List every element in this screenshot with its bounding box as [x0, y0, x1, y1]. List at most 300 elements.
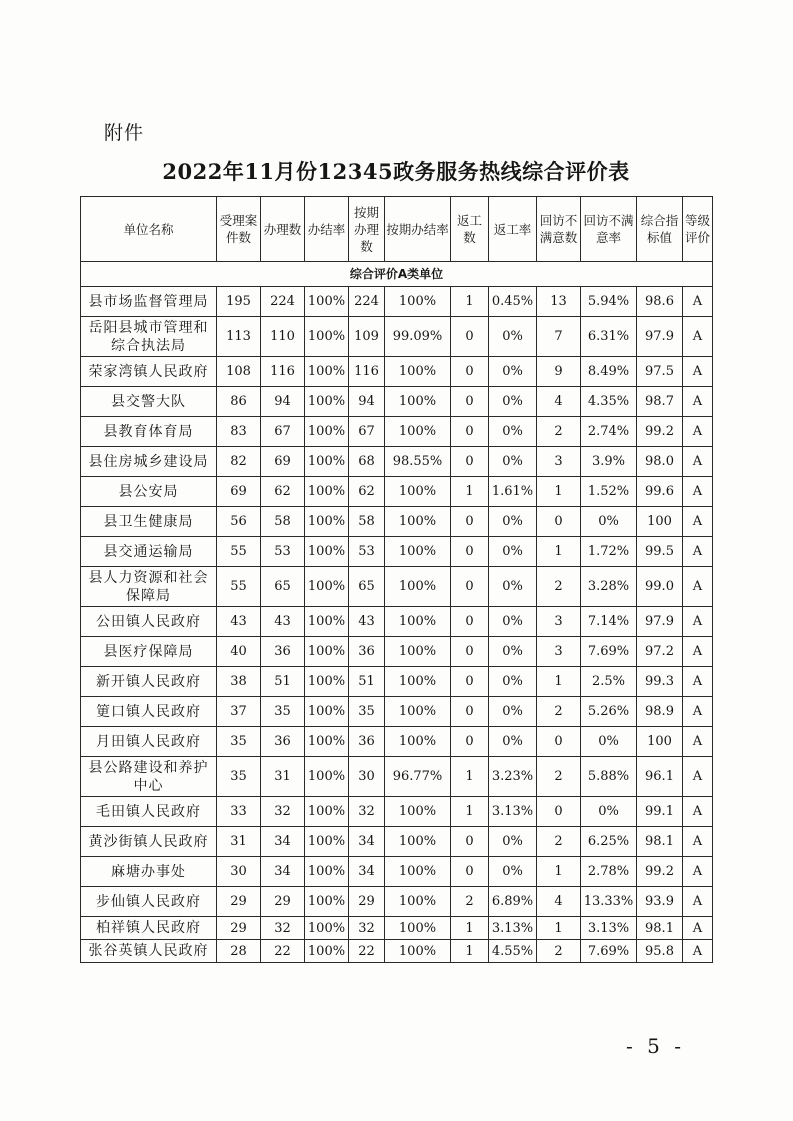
- document-title: 2022年11月份12345政务服务热线综合评价表: [162, 159, 630, 184]
- cell-completion-rate: 100%: [305, 447, 349, 477]
- header-row: [81, 197, 713, 262]
- header-accepted: 受理案件数: [217, 197, 261, 262]
- cell-unsatisfied: 0: [537, 797, 581, 827]
- cell-score: 98.1: [637, 917, 683, 940]
- cell-accepted: 35: [217, 757, 261, 797]
- cell-handled: 22: [261, 940, 305, 963]
- cell-unsatisfied-rate: 5.94%: [581, 287, 637, 317]
- cell-accepted: 30: [217, 857, 261, 887]
- cell-score: 99.5: [637, 537, 683, 567]
- cell-unsatisfied: 1: [537, 667, 581, 697]
- cell-rework-rate: 3.13%: [489, 797, 537, 827]
- section-row: [81, 262, 713, 287]
- cell-completion-rate: 100%: [305, 917, 349, 940]
- cell-unsatisfied: 0: [537, 507, 581, 537]
- table-row: [81, 507, 713, 537]
- cell-grade: A: [683, 417, 713, 447]
- cell-unsatisfied-rate: 4.35%: [581, 387, 637, 417]
- cell-unsatisfied-rate: 7.69%: [581, 637, 637, 667]
- cell-completion-rate: 100%: [305, 357, 349, 387]
- cell-ontime-handled: 36: [349, 637, 385, 667]
- cell-completion-rate: 100%: [305, 697, 349, 727]
- cell-rework-rate: 0%: [489, 417, 537, 447]
- cell-completion-rate: 100%: [305, 477, 349, 507]
- cell-ontime-handled: 29: [349, 887, 385, 917]
- cell-unsatisfied: 3: [537, 607, 581, 637]
- cell-ontime-rate: 100%: [385, 857, 451, 887]
- cell-unit-name: 县交警大队: [81, 387, 217, 417]
- cell-unsatisfied: 9: [537, 357, 581, 387]
- cell-ontime-handled: 43: [349, 607, 385, 637]
- cell-unsatisfied-rate: 1.72%: [581, 537, 637, 567]
- cell-accepted: 38: [217, 667, 261, 697]
- cell-handled: 31: [261, 757, 305, 797]
- cell-rework-rate: 3.23%: [489, 757, 537, 797]
- cell-unsatisfied-rate: 5.88%: [581, 757, 637, 797]
- cell-unit-name: 县住房城乡建设局: [81, 447, 217, 477]
- header-score: 综合指标值: [637, 197, 683, 262]
- table-row: [81, 757, 713, 797]
- cell-score: 97.5: [637, 357, 683, 387]
- cell-completion-rate: 100%: [305, 827, 349, 857]
- table-row: [81, 940, 713, 963]
- cell-unit-name: 县公安局: [81, 477, 217, 507]
- cell-rework: 0: [451, 357, 489, 387]
- cell-grade: A: [683, 827, 713, 857]
- cell-rework-rate: 0%: [489, 827, 537, 857]
- cell-rework: 1: [451, 287, 489, 317]
- cell-handled: 67: [261, 417, 305, 447]
- cell-rework: 1: [451, 797, 489, 827]
- cell-score: 99.6: [637, 477, 683, 507]
- cell-rework: 0: [451, 727, 489, 757]
- table-row: [81, 857, 713, 887]
- cell-unsatisfied: 1: [537, 477, 581, 507]
- cell-handled: 36: [261, 727, 305, 757]
- cell-handled: 116: [261, 357, 305, 387]
- cell-unit-name: 县教育体育局: [81, 417, 217, 447]
- cell-accepted: 69: [217, 477, 261, 507]
- cell-rework: 2: [451, 887, 489, 917]
- cell-completion-rate: 100%: [305, 757, 349, 797]
- cell-handled: 34: [261, 857, 305, 887]
- cell-grade: A: [683, 567, 713, 607]
- section-label: 综合评价A类单位: [81, 262, 713, 287]
- cell-rework: 0: [451, 667, 489, 697]
- cell-ontime-rate: 100%: [385, 477, 451, 507]
- cell-ontime-handled: 116: [349, 357, 385, 387]
- cell-accepted: 83: [217, 417, 261, 447]
- cell-rework: 0: [451, 537, 489, 567]
- cell-unit-name: 步仙镇人民政府: [81, 887, 217, 917]
- cell-ontime-rate: 100%: [385, 567, 451, 607]
- attachment-label: 附件: [104, 122, 145, 144]
- cell-grade: A: [683, 287, 713, 317]
- cell-unit-name: 张谷英镇人民政府: [81, 940, 217, 963]
- cell-ontime-handled: 62: [349, 477, 385, 507]
- table-row: [81, 567, 713, 607]
- cell-unsatisfied-rate: 0%: [581, 507, 637, 537]
- cell-rework: 1: [451, 757, 489, 797]
- cell-ontime-rate: 100%: [385, 940, 451, 963]
- cell-ontime-rate: 100%: [385, 387, 451, 417]
- header-ontime-handled: 按期办理数: [349, 197, 385, 262]
- table-row: [81, 607, 713, 637]
- cell-unsatisfied: 3: [537, 447, 581, 477]
- cell-ontime-rate: 100%: [385, 667, 451, 697]
- cell-unsatisfied-rate: 0%: [581, 797, 637, 827]
- cell-ontime-rate: 100%: [385, 917, 451, 940]
- cell-unsatisfied-rate: 8.49%: [581, 357, 637, 387]
- cell-handled: 51: [261, 667, 305, 697]
- cell-score: 100: [637, 727, 683, 757]
- cell-unsatisfied-rate: 3.28%: [581, 567, 637, 607]
- cell-unsatisfied-rate: 5.26%: [581, 697, 637, 727]
- cell-completion-rate: 100%: [305, 637, 349, 667]
- cell-grade: A: [683, 940, 713, 963]
- cell-rework: 1: [451, 940, 489, 963]
- cell-grade: A: [683, 857, 713, 887]
- cell-completion-rate: 100%: [305, 537, 349, 567]
- cell-rework-rate: 0%: [489, 537, 537, 567]
- cell-handled: 65: [261, 567, 305, 607]
- cell-score: 98.1: [637, 827, 683, 857]
- cell-unit-name: 岳阳县城市管理和综合执法局: [81, 317, 217, 357]
- cell-unsatisfied-rate: 13.33%: [581, 887, 637, 917]
- cell-unit-name: 柏祥镇人民政府: [81, 917, 217, 940]
- cell-handled: 94: [261, 387, 305, 417]
- cell-unsatisfied: 2: [537, 827, 581, 857]
- cell-unsatisfied: 4: [537, 387, 581, 417]
- cell-rework-rate: 0%: [489, 637, 537, 667]
- cell-ontime-handled: 30: [349, 757, 385, 797]
- cell-completion-rate: 100%: [305, 607, 349, 637]
- cell-ontime-handled: 34: [349, 827, 385, 857]
- cell-completion-rate: 100%: [305, 727, 349, 757]
- cell-ontime-handled: 53: [349, 537, 385, 567]
- cell-unsatisfied: 2: [537, 697, 581, 727]
- page-number: - 5 -: [626, 1034, 685, 1058]
- table-row: [81, 797, 713, 827]
- cell-unsatisfied-rate: 2.78%: [581, 857, 637, 887]
- cell-rework: 0: [451, 697, 489, 727]
- cell-completion-rate: 100%: [305, 417, 349, 447]
- cell-grade: A: [683, 727, 713, 757]
- cell-rework-rate: 4.55%: [489, 940, 537, 963]
- cell-unit-name: 月田镇人民政府: [81, 727, 217, 757]
- header-grade: 等级评价: [683, 197, 713, 262]
- cell-rework-rate: 3.13%: [489, 917, 537, 940]
- cell-ontime-handled: 94: [349, 387, 385, 417]
- cell-ontime-handled: 68: [349, 447, 385, 477]
- cell-unsatisfied: 13: [537, 287, 581, 317]
- cell-unit-name: 荣家湾镇人民政府: [81, 357, 217, 387]
- cell-unit-name: 县卫生健康局: [81, 507, 217, 537]
- cell-rework-rate: 0%: [489, 317, 537, 357]
- cell-accepted: 43: [217, 607, 261, 637]
- cell-completion-rate: 100%: [305, 887, 349, 917]
- header-ontime-rate: 按期办结率: [385, 197, 451, 262]
- cell-grade: A: [683, 357, 713, 387]
- header-rework-rate: 返工率: [489, 197, 537, 262]
- cell-unit-name: 县医疗保障局: [81, 637, 217, 667]
- cell-accepted: 29: [217, 917, 261, 940]
- cell-ontime-rate: 98.55%: [385, 447, 451, 477]
- cell-score: 99.1: [637, 797, 683, 827]
- cell-rework-rate: 0%: [489, 607, 537, 637]
- cell-rework-rate: 0%: [489, 507, 537, 537]
- cell-ontime-handled: 224: [349, 287, 385, 317]
- cell-accepted: 55: [217, 537, 261, 567]
- cell-unit-name: 黄沙街镇人民政府: [81, 827, 217, 857]
- cell-grade: A: [683, 887, 713, 917]
- cell-unit-name: 县公路建设和养护中心: [81, 757, 217, 797]
- header-unsatisfied: 回访不满意数: [537, 197, 581, 262]
- table-row: [81, 417, 713, 447]
- header-handled: 办理数: [261, 197, 305, 262]
- cell-completion-rate: 100%: [305, 507, 349, 537]
- table-row: [81, 287, 713, 317]
- table-row: [81, 887, 713, 917]
- cell-score: 93.9: [637, 887, 683, 917]
- cell-unsatisfied-rate: 1.52%: [581, 477, 637, 507]
- table-row: [81, 727, 713, 757]
- cell-unsatisfied: 1: [537, 857, 581, 887]
- table-row: [81, 477, 713, 507]
- cell-handled: 36: [261, 637, 305, 667]
- cell-ontime-rate: 100%: [385, 357, 451, 387]
- cell-score: 100: [637, 507, 683, 537]
- cell-ontime-handled: 34: [349, 857, 385, 887]
- cell-handled: 35: [261, 697, 305, 727]
- cell-grade: A: [683, 537, 713, 567]
- cell-accepted: 37: [217, 697, 261, 727]
- cell-ontime-rate: 100%: [385, 287, 451, 317]
- cell-rework: 0: [451, 607, 489, 637]
- cell-ontime-rate: 100%: [385, 417, 451, 447]
- cell-unsatisfied-rate: 3.13%: [581, 917, 637, 940]
- cell-score: 97.9: [637, 317, 683, 357]
- header-rework: 返工数: [451, 197, 489, 262]
- cell-ontime-rate: 100%: [385, 697, 451, 727]
- cell-ontime-handled: 65: [349, 567, 385, 607]
- cell-ontime-rate: 96.77%: [385, 757, 451, 797]
- cell-rework: 0: [451, 387, 489, 417]
- cell-ontime-handled: 67: [349, 417, 385, 447]
- cell-ontime-handled: 32: [349, 797, 385, 827]
- cell-grade: A: [683, 757, 713, 797]
- cell-completion-rate: 100%: [305, 667, 349, 697]
- cell-ontime-handled: 36: [349, 727, 385, 757]
- cell-unsatisfied: 2: [537, 940, 581, 963]
- cell-score: 97.9: [637, 607, 683, 637]
- evaluation-table: [80, 196, 713, 963]
- cell-ontime-handled: 22: [349, 940, 385, 963]
- cell-ontime-handled: 51: [349, 667, 385, 697]
- cell-score: 96.1: [637, 757, 683, 797]
- cell-unit-name: 县交通运输局: [81, 537, 217, 567]
- cell-rework-rate: 6.89%: [489, 887, 537, 917]
- cell-grade: A: [683, 797, 713, 827]
- cell-handled: 62: [261, 477, 305, 507]
- cell-unsatisfied-rate: 0%: [581, 727, 637, 757]
- cell-rework-rate: 0%: [489, 357, 537, 387]
- cell-grade: A: [683, 607, 713, 637]
- cell-handled: 29: [261, 887, 305, 917]
- cell-ontime-rate: 100%: [385, 887, 451, 917]
- cell-rework-rate: 0.45%: [489, 287, 537, 317]
- table-row: [81, 637, 713, 667]
- table-row: [81, 357, 713, 387]
- cell-score: 99.3: [637, 667, 683, 697]
- cell-handled: 32: [261, 797, 305, 827]
- cell-unsatisfied: 4: [537, 887, 581, 917]
- cell-accepted: 82: [217, 447, 261, 477]
- cell-rework: 0: [451, 827, 489, 857]
- cell-score: 98.9: [637, 697, 683, 727]
- cell-grade: A: [683, 917, 713, 940]
- table-row: [81, 447, 713, 477]
- cell-rework: 0: [451, 857, 489, 887]
- table-row: [81, 317, 713, 357]
- cell-grade: A: [683, 387, 713, 417]
- cell-unsatisfied-rate: 7.14%: [581, 607, 637, 637]
- cell-score: 97.2: [637, 637, 683, 667]
- cell-unsatisfied-rate: 2.74%: [581, 417, 637, 447]
- cell-accepted: 113: [217, 317, 261, 357]
- cell-unit-name: 毛田镇人民政府: [81, 797, 217, 827]
- cell-handled: 69: [261, 447, 305, 477]
- cell-unsatisfied: 0: [537, 727, 581, 757]
- cell-accepted: 33: [217, 797, 261, 827]
- cell-ontime-rate: 100%: [385, 727, 451, 757]
- cell-completion-rate: 100%: [305, 287, 349, 317]
- cell-accepted: 86: [217, 387, 261, 417]
- cell-unsatisfied: 1: [537, 537, 581, 567]
- cell-rework: 0: [451, 317, 489, 357]
- table-row: [81, 387, 713, 417]
- cell-score: 99.2: [637, 857, 683, 887]
- cell-unsatisfied-rate: 7.69%: [581, 940, 637, 963]
- cell-grade: A: [683, 637, 713, 667]
- cell-ontime-rate: 100%: [385, 637, 451, 667]
- cell-unit-name: 筻口镇人民政府: [81, 697, 217, 727]
- cell-completion-rate: 100%: [305, 797, 349, 827]
- cell-score: 99.2: [637, 417, 683, 447]
- cell-handled: 58: [261, 507, 305, 537]
- cell-handled: 53: [261, 537, 305, 567]
- cell-unsatisfied: 7: [537, 317, 581, 357]
- cell-ontime-handled: 109: [349, 317, 385, 357]
- cell-unsatisfied-rate: 6.31%: [581, 317, 637, 357]
- cell-rework-rate: 0%: [489, 387, 537, 417]
- header-unsatisfied-rate: 回访不满意率: [581, 197, 637, 262]
- cell-completion-rate: 100%: [305, 567, 349, 607]
- cell-unsatisfied-rate: 3.9%: [581, 447, 637, 477]
- cell-unsatisfied: 1: [537, 917, 581, 940]
- cell-rework-rate: 0%: [489, 727, 537, 757]
- cell-unsatisfied: 2: [537, 417, 581, 447]
- header-unit-name: 单位名称: [81, 197, 217, 262]
- cell-rework: 0: [451, 417, 489, 447]
- cell-accepted: 40: [217, 637, 261, 667]
- cell-ontime-rate: 99.09%: [385, 317, 451, 357]
- table-row: [81, 537, 713, 567]
- cell-handled: 34: [261, 827, 305, 857]
- cell-rework: 0: [451, 637, 489, 667]
- cell-unsatisfied: 3: [537, 637, 581, 667]
- cell-unit-name: 县市场监督管理局: [81, 287, 217, 317]
- cell-accepted: 108: [217, 357, 261, 387]
- cell-handled: 43: [261, 607, 305, 637]
- cell-score: 99.0: [637, 567, 683, 607]
- cell-completion-rate: 100%: [305, 317, 349, 357]
- cell-grade: A: [683, 317, 713, 357]
- cell-grade: A: [683, 447, 713, 477]
- cell-rework-rate: 0%: [489, 567, 537, 607]
- table-row: [81, 827, 713, 857]
- cell-grade: A: [683, 507, 713, 537]
- cell-unsatisfied-rate: 6.25%: [581, 827, 637, 857]
- cell-rework-rate: 0%: [489, 697, 537, 727]
- cell-score: 98.6: [637, 287, 683, 317]
- cell-accepted: 55: [217, 567, 261, 607]
- cell-rework: 1: [451, 477, 489, 507]
- cell-ontime-handled: 35: [349, 697, 385, 727]
- cell-handled: 110: [261, 317, 305, 357]
- cell-accepted: 29: [217, 887, 261, 917]
- cell-accepted: 56: [217, 507, 261, 537]
- cell-grade: A: [683, 667, 713, 697]
- cell-ontime-rate: 100%: [385, 507, 451, 537]
- cell-unit-name: 公田镇人民政府: [81, 607, 217, 637]
- cell-rework-rate: 0%: [489, 857, 537, 887]
- cell-ontime-handled: 32: [349, 917, 385, 940]
- cell-score: 95.8: [637, 940, 683, 963]
- table-row: [81, 667, 713, 697]
- cell-score: 98.0: [637, 447, 683, 477]
- cell-grade: A: [683, 477, 713, 507]
- cell-unit-name: 麻塘办事处: [81, 857, 217, 887]
- cell-rework-rate: 1.61%: [489, 477, 537, 507]
- cell-unsatisfied: 2: [537, 567, 581, 607]
- cell-completion-rate: 100%: [305, 857, 349, 887]
- cell-accepted: 28: [217, 940, 261, 963]
- cell-unit-name: 县人力资源和社会保障局: [81, 567, 217, 607]
- cell-rework-rate: 0%: [489, 447, 537, 477]
- cell-grade: A: [683, 697, 713, 727]
- cell-ontime-rate: 100%: [385, 827, 451, 857]
- cell-completion-rate: 100%: [305, 940, 349, 963]
- cell-accepted: 195: [217, 287, 261, 317]
- cell-rework: 0: [451, 447, 489, 477]
- table-row: [81, 697, 713, 727]
- cell-ontime-handled: 58: [349, 507, 385, 537]
- cell-ontime-rate: 100%: [385, 607, 451, 637]
- cell-score: 98.7: [637, 387, 683, 417]
- cell-ontime-rate: 100%: [385, 537, 451, 567]
- cell-rework-rate: 0%: [489, 667, 537, 697]
- cell-handled: 32: [261, 917, 305, 940]
- cell-rework: 1: [451, 917, 489, 940]
- cell-accepted: 31: [217, 827, 261, 857]
- cell-rework: 0: [451, 507, 489, 537]
- cell-unsatisfied: 2: [537, 757, 581, 797]
- cell-unsatisfied-rate: 2.5%: [581, 667, 637, 697]
- cell-unit-name: 新开镇人民政府: [81, 667, 217, 697]
- cell-ontime-rate: 100%: [385, 797, 451, 827]
- header-completion-rate: 办结率: [305, 197, 349, 262]
